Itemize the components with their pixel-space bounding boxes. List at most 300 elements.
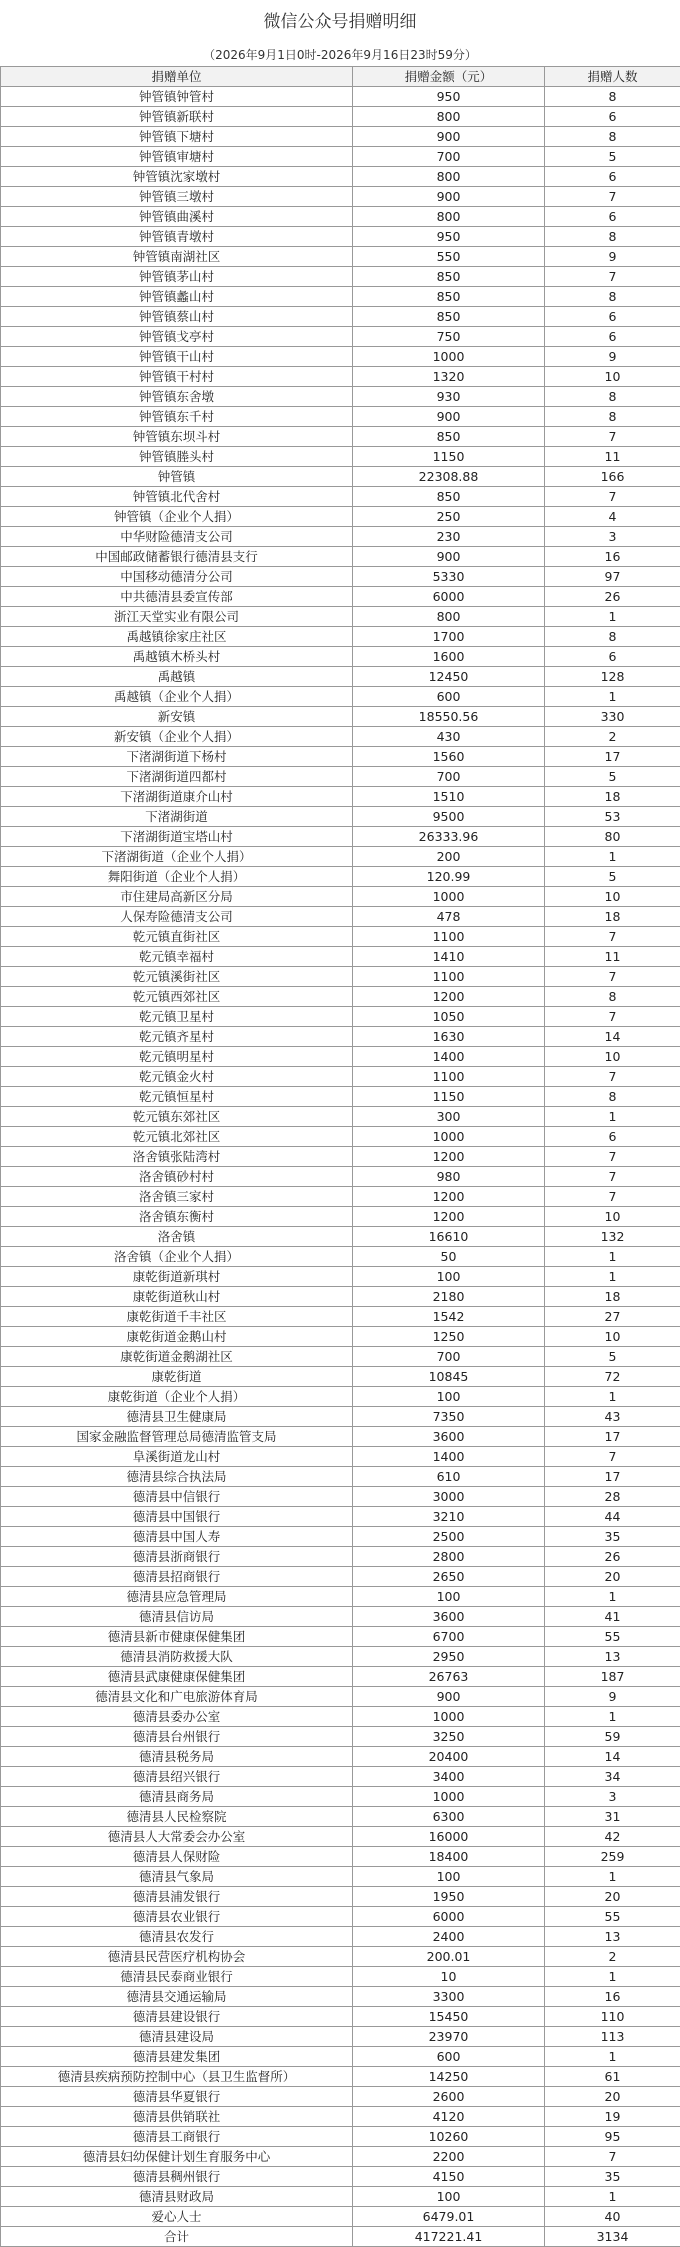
amount-cell: 850 xyxy=(353,427,545,447)
donor-cell: 新安镇 xyxy=(1,707,353,727)
table-row xyxy=(1,727,680,747)
donor-cell: 新安镇（企业个人捐） xyxy=(1,727,353,747)
table-row xyxy=(1,227,680,247)
donor-cell: 浙江天堂实业有限公司 xyxy=(1,607,353,627)
donor-cell: 国家金融监督管理总局德清监管支局 xyxy=(1,1427,353,1447)
amount-cell: 3600 xyxy=(353,1427,545,1447)
amount-cell: 26763 xyxy=(353,1667,545,1687)
amount-cell: 417221.41 xyxy=(353,2227,545,2247)
count-cell: 3 xyxy=(545,1787,680,1807)
donor-cell: 康乾街道秋山村 xyxy=(1,1287,353,1307)
table-row xyxy=(1,307,680,327)
count-cell: 27 xyxy=(545,1307,680,1327)
table-row xyxy=(1,547,680,567)
donor-cell: 德清县信访局 xyxy=(1,1607,353,1627)
count-cell: 7 xyxy=(545,1007,680,1027)
donor-cell: 洛舍镇东衡村 xyxy=(1,1207,353,1227)
table-row xyxy=(1,2147,680,2167)
amount-cell: 1150 xyxy=(353,447,545,467)
count-cell: 5 xyxy=(545,867,680,887)
count-cell: 8 xyxy=(545,387,680,407)
amount-cell: 850 xyxy=(353,307,545,327)
count-cell: 9 xyxy=(545,347,680,367)
count-cell: 1 xyxy=(545,847,680,867)
table-row xyxy=(1,1027,680,1047)
count-cell: 330 xyxy=(545,707,680,727)
table-row xyxy=(1,2167,680,2187)
amount-cell: 610 xyxy=(353,1467,545,1487)
count-cell: 1 xyxy=(545,687,680,707)
count-cell: 113 xyxy=(545,2027,680,2047)
count-cell: 55 xyxy=(545,1627,680,1647)
count-cell: 19 xyxy=(545,2107,680,2127)
donor-cell: 德清县建设局 xyxy=(1,2027,353,2047)
donor-cell: 德清县浦发银行 xyxy=(1,1887,353,1907)
amount-cell: 6000 xyxy=(353,1907,545,1927)
table-row xyxy=(1,1387,680,1407)
table-row xyxy=(1,2027,680,2047)
count-cell: 1 xyxy=(545,1267,680,1287)
donor-cell: 德清县文化和广电旅游体育局 xyxy=(1,1687,353,1707)
donor-cell: 禹越镇（企业个人捐） xyxy=(1,687,353,707)
amount-cell: 800 xyxy=(353,207,545,227)
donor-cell: 钟管镇戈亭村 xyxy=(1,327,353,347)
amount-cell: 1400 xyxy=(353,1447,545,1467)
donor-cell: 钟管镇东坝斗村 xyxy=(1,427,353,447)
donor-cell: 钟管镇蔡山村 xyxy=(1,307,353,327)
table-row xyxy=(1,2127,680,2147)
amount-cell: 4120 xyxy=(353,2107,545,2127)
table-row xyxy=(1,87,680,107)
amount-cell: 100 xyxy=(353,2187,545,2207)
table-row xyxy=(1,1767,680,1787)
table-row xyxy=(1,647,680,667)
table-row xyxy=(1,347,680,367)
amount-cell: 2800 xyxy=(353,1547,545,1567)
donor-cell: 德清县农业银行 xyxy=(1,1907,353,1927)
table-row xyxy=(1,447,680,467)
count-cell: 35 xyxy=(545,2167,680,2187)
donor-cell: 德清县商务局 xyxy=(1,1787,353,1807)
donor-cell: 洛舍镇张陆湾村 xyxy=(1,1147,353,1167)
count-cell: 5 xyxy=(545,1347,680,1367)
count-cell: 7 xyxy=(545,1187,680,1207)
donor-cell: 德清县消防救援大队 xyxy=(1,1647,353,1667)
amount-cell: 10260 xyxy=(353,2127,545,2147)
donor-cell: 禹越镇 xyxy=(1,667,353,687)
donor-cell: 德清县人民检察院 xyxy=(1,1807,353,1827)
amount-cell: 6479.01 xyxy=(353,2207,545,2227)
donor-cell: 钟管镇青墩村 xyxy=(1,227,353,247)
donor-cell: 乾元镇幸福村 xyxy=(1,947,353,967)
count-cell: 18 xyxy=(545,907,680,927)
count-cell: 6 xyxy=(545,167,680,187)
amount-cell: 6700 xyxy=(353,1627,545,1647)
donor-cell: 禹越镇木桥头村 xyxy=(1,647,353,667)
table-row xyxy=(1,107,680,127)
donor-cell: 中华财险德清支公司 xyxy=(1,527,353,547)
count-cell: 20 xyxy=(545,1567,680,1587)
donor-cell: 钟管镇茅山村 xyxy=(1,267,353,287)
table-row xyxy=(1,1167,680,1187)
count-cell: 1 xyxy=(545,1867,680,1887)
donor-cell: 德清县台州银行 xyxy=(1,1727,353,1747)
table-row xyxy=(1,207,680,227)
table-row xyxy=(1,527,680,547)
donor-cell: 德清县委办公室 xyxy=(1,1707,353,1727)
amount-cell: 6000 xyxy=(353,587,545,607)
donor-cell: 下渚湖街道下杨村 xyxy=(1,747,353,767)
count-cell: 7 xyxy=(545,1147,680,1167)
count-cell: 11 xyxy=(545,947,680,967)
amount-cell: 1600 xyxy=(353,647,545,667)
table-row xyxy=(1,1947,680,1967)
count-cell: 26 xyxy=(545,1547,680,1567)
header-donor: 捐赠单位 xyxy=(1,67,353,87)
amount-cell: 3250 xyxy=(353,1727,545,1747)
table-row xyxy=(1,867,680,887)
count-cell: 9 xyxy=(545,247,680,267)
table-row xyxy=(1,467,680,487)
donor-cell: 乾元镇卫星村 xyxy=(1,1007,353,1027)
count-cell: 44 xyxy=(545,1507,680,1527)
amount-cell: 900 xyxy=(353,407,545,427)
amount-cell: 2600 xyxy=(353,2087,545,2107)
amount-cell: 1700 xyxy=(353,627,545,647)
donor-cell: 舞阳街道（企业个人捐） xyxy=(1,867,353,887)
donor-cell: 钟管镇沈家墩村 xyxy=(1,167,353,187)
amount-cell: 430 xyxy=(353,727,545,747)
count-cell: 17 xyxy=(545,747,680,767)
amount-cell: 2650 xyxy=(353,1567,545,1587)
donor-cell: 合计 xyxy=(1,2227,353,2247)
count-cell: 97 xyxy=(545,567,680,587)
count-cell: 7 xyxy=(545,487,680,507)
count-cell: 3 xyxy=(545,527,680,547)
count-cell: 1 xyxy=(545,1387,680,1407)
table-row xyxy=(1,167,680,187)
donor-cell: 德清县浙商银行 xyxy=(1,1547,353,1567)
donor-cell: 乾元镇金火村 xyxy=(1,1067,353,1087)
table-row xyxy=(1,627,680,647)
count-cell: 16 xyxy=(545,1987,680,2007)
table-row xyxy=(1,2227,680,2247)
table-row xyxy=(1,247,680,267)
count-cell: 6 xyxy=(545,327,680,347)
table-row xyxy=(1,1747,680,1767)
count-cell: 1 xyxy=(545,2047,680,2067)
amount-cell: 7350 xyxy=(353,1407,545,1427)
amount-cell: 1100 xyxy=(353,1067,545,1087)
count-cell: 7 xyxy=(545,427,680,447)
count-cell: 10 xyxy=(545,367,680,387)
donor-cell: 德清县中国人寿 xyxy=(1,1527,353,1547)
amount-cell: 100 xyxy=(353,1587,545,1607)
donor-cell: 洛舍镇（企业个人捐） xyxy=(1,1247,353,1267)
donor-cell: 德清县招商银行 xyxy=(1,1567,353,1587)
table-row xyxy=(1,847,680,867)
donor-cell: 德清县妇幼保健计划生育服务中心 xyxy=(1,2147,353,2167)
count-cell: 53 xyxy=(545,807,680,827)
table-row xyxy=(1,1287,680,1307)
table-row xyxy=(1,1447,680,1467)
amount-cell: 800 xyxy=(353,607,545,627)
table-row xyxy=(1,667,680,687)
table-body xyxy=(1,87,680,2247)
table-row xyxy=(1,1627,680,1647)
table-row xyxy=(1,1887,680,1907)
table-row xyxy=(1,387,680,407)
amount-cell: 1200 xyxy=(353,1207,545,1227)
amount-cell: 600 xyxy=(353,687,545,707)
count-cell: 10 xyxy=(545,1047,680,1067)
amount-cell: 230 xyxy=(353,527,545,547)
donation-table xyxy=(0,66,680,2247)
table-row xyxy=(1,687,680,707)
count-cell: 6 xyxy=(545,647,680,667)
count-cell: 8 xyxy=(545,87,680,107)
amount-cell: 9500 xyxy=(353,807,545,827)
count-cell: 6 xyxy=(545,307,680,327)
amount-cell: 478 xyxy=(353,907,545,927)
amount-cell: 12450 xyxy=(353,667,545,687)
table-row xyxy=(1,2047,680,2067)
count-cell: 2 xyxy=(545,1947,680,1967)
donor-cell: 钟管镇钟管村 xyxy=(1,87,353,107)
count-cell: 26 xyxy=(545,587,680,607)
donor-cell: 德清县人大常委会办公室 xyxy=(1,1827,353,1847)
donor-cell: 钟管镇东舍墩 xyxy=(1,387,353,407)
count-cell: 6 xyxy=(545,207,680,227)
donor-cell: 德清县新市健康保健集团 xyxy=(1,1627,353,1647)
count-cell: 18 xyxy=(545,787,680,807)
amount-cell: 1000 xyxy=(353,347,545,367)
amount-cell: 3210 xyxy=(353,1507,545,1527)
amount-cell: 1250 xyxy=(353,1327,545,1347)
donor-cell: 钟管镇干山村 xyxy=(1,347,353,367)
donor-cell: 洛舍镇 xyxy=(1,1227,353,1247)
table-row xyxy=(1,187,680,207)
count-cell: 18 xyxy=(545,1287,680,1307)
count-cell: 43 xyxy=(545,1407,680,1427)
amount-cell: 200 xyxy=(353,847,545,867)
amount-cell: 20400 xyxy=(353,1747,545,1767)
amount-cell: 1200 xyxy=(353,987,545,1007)
donor-cell: 康乾街道（企业个人捐） xyxy=(1,1387,353,1407)
table-row xyxy=(1,287,680,307)
table-row xyxy=(1,1567,680,1587)
amount-cell: 50 xyxy=(353,1247,545,1267)
count-cell: 17 xyxy=(545,1467,680,1487)
count-cell: 166 xyxy=(545,467,680,487)
count-cell: 13 xyxy=(545,1927,680,1947)
count-cell: 40 xyxy=(545,2207,680,2227)
donor-cell: 钟管镇南湖社区 xyxy=(1,247,353,267)
amount-cell: 3000 xyxy=(353,1487,545,1507)
donor-cell: 德清县气象局 xyxy=(1,1867,353,1887)
donor-cell: 德清县工商银行 xyxy=(1,2127,353,2147)
count-cell: 8 xyxy=(545,987,680,1007)
count-cell: 8 xyxy=(545,127,680,147)
donor-cell: 德清县综合执法局 xyxy=(1,1467,353,1487)
table-row xyxy=(1,1047,680,1067)
table-row xyxy=(1,967,680,987)
count-cell: 13 xyxy=(545,1647,680,1667)
amount-cell: 18550.56 xyxy=(353,707,545,727)
count-cell: 10 xyxy=(545,1327,680,1347)
amount-cell: 2180 xyxy=(353,1287,545,1307)
table-row xyxy=(1,1407,680,1427)
amount-cell: 2400 xyxy=(353,1927,545,1947)
table-row xyxy=(1,1247,680,1267)
amount-cell: 6300 xyxy=(353,1807,545,1827)
amount-cell: 850 xyxy=(353,287,545,307)
donor-cell: 德清县民营医疗机构协会 xyxy=(1,1947,353,1967)
amount-cell: 120.99 xyxy=(353,867,545,887)
table-row xyxy=(1,1647,680,1667)
table-row xyxy=(1,1527,680,1547)
amount-cell: 2200 xyxy=(353,2147,545,2167)
count-cell: 1 xyxy=(545,1247,680,1267)
table-row xyxy=(1,1367,680,1387)
table-row xyxy=(1,1967,680,1987)
table-row xyxy=(1,567,680,587)
count-cell: 9 xyxy=(545,1687,680,1707)
donor-cell: 洛舍镇砂村村 xyxy=(1,1167,353,1187)
count-cell: 6 xyxy=(545,1127,680,1147)
amount-cell: 900 xyxy=(353,187,545,207)
count-cell: 5 xyxy=(545,767,680,787)
amount-cell: 16610 xyxy=(353,1227,545,1247)
count-cell: 7 xyxy=(545,2147,680,2167)
count-cell: 11 xyxy=(545,447,680,467)
table-row xyxy=(1,987,680,1007)
donor-cell: 德清县疾病预防控制中心（县卫生监督所） xyxy=(1,2067,353,2087)
amount-cell: 3600 xyxy=(353,1607,545,1627)
donor-cell: 阜溪街道龙山村 xyxy=(1,1447,353,1467)
amount-cell: 1000 xyxy=(353,1707,545,1727)
donor-cell: 钟管镇审塘村 xyxy=(1,147,353,167)
table-row xyxy=(1,1987,680,2007)
amount-cell: 930 xyxy=(353,387,545,407)
amount-cell: 980 xyxy=(353,1167,545,1187)
table-row xyxy=(1,747,680,767)
table-row xyxy=(1,407,680,427)
table-row xyxy=(1,947,680,967)
amount-cell: 1050 xyxy=(353,1007,545,1027)
count-cell: 1 xyxy=(545,1967,680,1987)
amount-cell: 750 xyxy=(353,327,545,347)
amount-cell: 23970 xyxy=(353,2027,545,2047)
table-row xyxy=(1,1147,680,1167)
count-cell: 8 xyxy=(545,1087,680,1107)
amount-cell: 1000 xyxy=(353,887,545,907)
amount-cell: 800 xyxy=(353,107,545,127)
count-cell: 34 xyxy=(545,1767,680,1787)
amount-cell: 18400 xyxy=(353,1847,545,1867)
count-cell: 55 xyxy=(545,1907,680,1927)
donor-cell: 乾元镇明星村 xyxy=(1,1047,353,1067)
donor-cell: 钟管镇东千村 xyxy=(1,407,353,427)
donor-cell: 德清县民泰商业银行 xyxy=(1,1967,353,1987)
table-row xyxy=(1,1847,680,1867)
table-row xyxy=(1,1547,680,1567)
amount-cell: 250 xyxy=(353,507,545,527)
table-row xyxy=(1,267,680,287)
amount-cell: 1200 xyxy=(353,1147,545,1167)
table-row xyxy=(1,707,680,727)
table-row xyxy=(1,1227,680,1247)
donor-cell: 钟管镇干村村 xyxy=(1,367,353,387)
table-row xyxy=(1,1487,680,1507)
donor-cell: 钟管镇蠡山村 xyxy=(1,287,353,307)
table-row xyxy=(1,1427,680,1447)
table-row xyxy=(1,1927,680,1947)
donor-cell: 乾元镇齐星村 xyxy=(1,1027,353,1047)
table-row xyxy=(1,1467,680,1487)
table-row xyxy=(1,787,680,807)
amount-cell: 1000 xyxy=(353,1787,545,1807)
table-row xyxy=(1,1067,680,1087)
donor-cell: 乾元镇西郊社区 xyxy=(1,987,353,1007)
count-cell: 80 xyxy=(545,827,680,847)
count-cell: 8 xyxy=(545,227,680,247)
donor-cell: 钟管镇 xyxy=(1,467,353,487)
donor-cell: 德清县供销联社 xyxy=(1,2107,353,2127)
table-row xyxy=(1,1327,680,1347)
amount-cell: 950 xyxy=(353,87,545,107)
donor-cell: 钟管镇新联村 xyxy=(1,107,353,127)
donor-cell: 德清县稠州银行 xyxy=(1,2167,353,2187)
donor-cell: 乾元镇溪街社区 xyxy=(1,967,353,987)
donor-cell: 德清县人保财险 xyxy=(1,1847,353,1867)
donor-cell: 钟管镇曲溪村 xyxy=(1,207,353,227)
amount-cell: 100 xyxy=(353,1267,545,1287)
count-cell: 1 xyxy=(545,1707,680,1727)
table-row xyxy=(1,1187,680,1207)
donor-cell: 德清县中信银行 xyxy=(1,1487,353,1507)
donor-cell: 乾元镇北郊社区 xyxy=(1,1127,353,1147)
amount-cell: 900 xyxy=(353,127,545,147)
amount-cell: 3400 xyxy=(353,1767,545,1787)
donor-cell: 下渚湖街道（企业个人捐） xyxy=(1,847,353,867)
count-cell: 1 xyxy=(545,607,680,627)
count-cell: 7 xyxy=(545,1067,680,1087)
amount-cell: 100 xyxy=(353,1387,545,1407)
donor-cell: 中共德清县委宣传部 xyxy=(1,587,353,607)
amount-cell: 1560 xyxy=(353,747,545,767)
count-cell: 1 xyxy=(545,1107,680,1127)
table-row xyxy=(1,1787,680,1807)
count-cell: 110 xyxy=(545,2007,680,2027)
amount-cell: 14250 xyxy=(353,2067,545,2087)
count-cell: 10 xyxy=(545,1207,680,1227)
table-row xyxy=(1,2067,680,2087)
table-row xyxy=(1,2207,680,2227)
count-cell: 72 xyxy=(545,1367,680,1387)
donor-cell: 中国邮政储蓄银行德清县支行 xyxy=(1,547,353,567)
count-cell: 1 xyxy=(545,1587,680,1607)
table-row xyxy=(1,507,680,527)
donor-cell: 德清县交通运输局 xyxy=(1,1987,353,2007)
donor-cell: 下渚湖街道康介山村 xyxy=(1,787,353,807)
table-row xyxy=(1,927,680,947)
amount-cell: 3300 xyxy=(353,1987,545,2007)
amount-cell: 300 xyxy=(353,1107,545,1127)
table-row xyxy=(1,367,680,387)
amount-cell: 800 xyxy=(353,167,545,187)
table-row xyxy=(1,807,680,827)
